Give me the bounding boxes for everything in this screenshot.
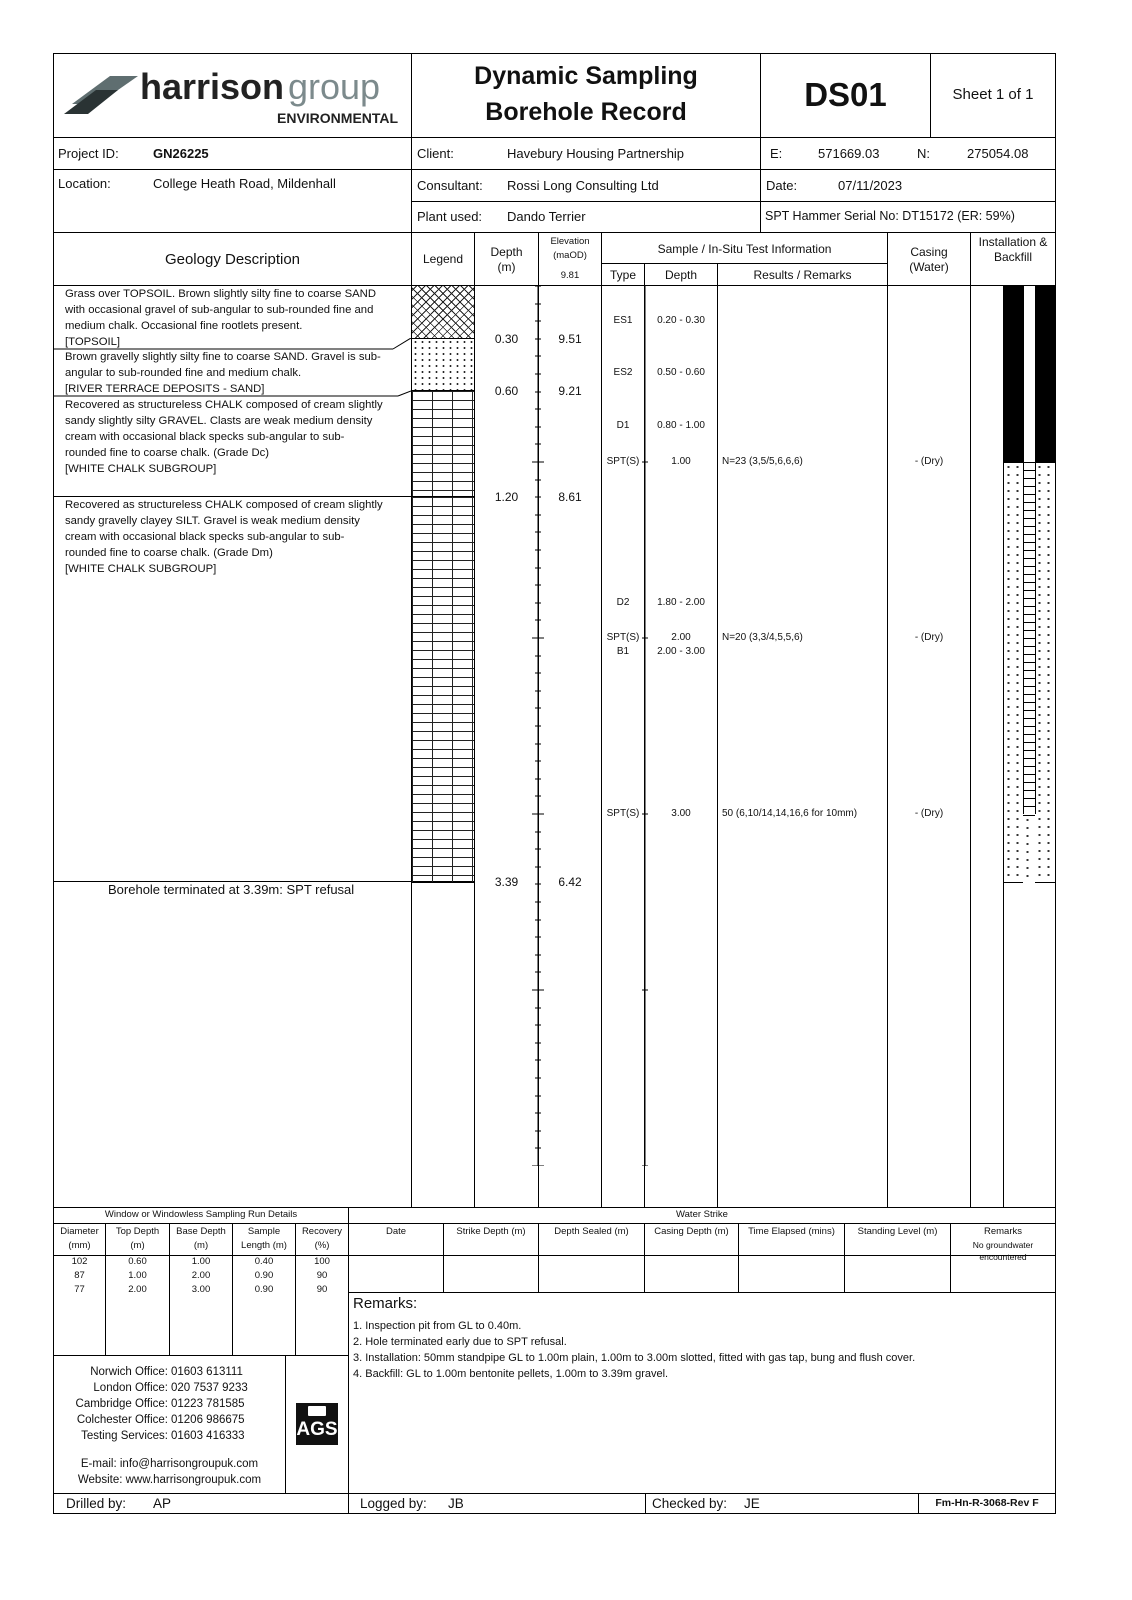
location-label: Location: [58, 176, 111, 191]
runs-cell: 77 [74, 1284, 85, 1295]
legend-chalk-silt [412, 496, 474, 883]
ground-level: 9.81 [560, 270, 580, 281]
bentonite-seal-right [1035, 286, 1055, 462]
office-name: Cambridge Office: [75, 1398, 168, 1410]
office-phone: 020 7537 9233 [171, 1382, 248, 1394]
easting-label: E: [770, 146, 783, 161]
office-phone: 01603 416333 [171, 1430, 245, 1442]
installation-header: Installation & [978, 235, 1048, 249]
remark-item: 2. Hole terminated early due to SPT refusal. [353, 1336, 567, 1348]
logged-label: Logged by: [360, 1496, 427, 1511]
runs-cell: 1.00 [128, 1270, 147, 1281]
runs-header: Sample [247, 1226, 281, 1237]
runs-header: (m) [130, 1240, 145, 1251]
sample-depth: 1.00 [671, 456, 691, 467]
water-header: Strike Depth (m) [456, 1226, 526, 1237]
sample-type: ES1 [613, 315, 633, 326]
installation-sub: Backfill [993, 250, 1032, 264]
hole-id: DS01 [804, 76, 887, 113]
sample-depth: 0.50 - 0.60 [657, 367, 705, 378]
contact-website: Website: www.harrisongroupuk.com [77, 1474, 262, 1486]
stratum-3-description: Recovered as structureless CHALK composed of cream slightly sandy slightly silty GRAVEL. Clasts are weak medium density cream with occasional black specks sub-angular to sub- rounded fine to coarse chalk. (Grade Dc) [WHITE CHALK SUBGROUP] [65, 399, 383, 475]
client-value: Havebury Housing Partnership [507, 146, 685, 161]
sample-type: ES2 [613, 367, 633, 378]
water-strike-title: Water Strike [676, 1209, 728, 1220]
company-logo [62, 66, 407, 130]
sample-type: SPT(S) [606, 632, 640, 643]
runs-header: (%) [314, 1240, 330, 1251]
contact-email: E-mail: info@harrisongroupuk.com [80, 1458, 259, 1470]
casing-header: Casing [910, 245, 948, 259]
legend-chalk-gravel [412, 390, 474, 497]
remark-item: 4. Backfill: GL to 1.00m bentonite pellets, 1.00m to 3.39m gravel. [353, 1368, 669, 1380]
easting-value: 571669.03 [818, 146, 880, 161]
sample-depth: 0.20 - 0.30 [657, 315, 705, 326]
runs-cell: 0.90 [254, 1270, 274, 1281]
water-remark-line2: encountered [979, 1252, 1027, 1262]
runs-cell: 90 [316, 1270, 328, 1281]
runs-cell: 0.60 [128, 1256, 147, 1267]
ags-label: AGS [296, 1419, 338, 1440]
depth-scale-ticks [530, 286, 546, 1166]
runs-cell: 90 [316, 1284, 328, 1295]
plant-label: Plant used: [417, 209, 483, 224]
stratum-2-depth: 0.60 [494, 384, 519, 398]
elevation-unit: (maOD) [553, 250, 587, 261]
sample-depth: 0.80 - 1.00 [657, 420, 705, 431]
stratum-2-elevation: 9.21 [558, 384, 582, 398]
drilled-label: Drilled by: [66, 1496, 127, 1511]
water-header: Depth Sealed (m) [554, 1226, 629, 1237]
office-phone: 01206 986675 [171, 1414, 245, 1426]
depth-header: Depth [490, 245, 523, 259]
remark-item: 3. Installation: 50mm standpipe GL to 1.00m plain, 1.00m to 3.00m slotted, fitted with gas tap, bung and flush cover. [353, 1352, 916, 1364]
bentonite-seal-left [1004, 286, 1023, 462]
gravel-backfill-base [1023, 815, 1035, 882]
runs-cell: 0.90 [254, 1284, 274, 1295]
stratum-4-elevation: 6.42 [558, 875, 582, 889]
remark-item: 1. Inspection pit from GL to 0.40m. [353, 1320, 522, 1332]
title-line2: Borehole Record [485, 98, 687, 126]
water-header: Time Elapsed (mins) [748, 1226, 835, 1237]
water-header: Casing Depth (m) [654, 1226, 729, 1237]
spt-hammer: SPT Hammer Serial No: DT15172 (ER: 59%) [765, 209, 1015, 223]
northing-value: 275054.08 [967, 146, 1029, 161]
date-value: 07/11/2023 [838, 178, 903, 193]
runs-header: Length (m) [241, 1240, 287, 1251]
standpipe-slotted [1023, 462, 1036, 814]
gravel-backfill-right [1035, 462, 1055, 883]
sample-depth-header: Depth [664, 268, 698, 282]
checked-label: Checked by: [652, 1496, 728, 1511]
gravel-backfill-left [1004, 462, 1023, 883]
runs-header: Recovery [301, 1226, 343, 1237]
casing-value: - (Dry) [914, 632, 944, 643]
runs-cell: 2.00 [191, 1270, 211, 1281]
stratum-4-depth: 3.39 [494, 875, 519, 889]
runs-cell: 1.00 [191, 1256, 211, 1267]
client-label: Client: [417, 146, 454, 161]
sheet-number: Sheet 1 of 1 [952, 86, 1034, 103]
runs-cell: 102 [71, 1256, 88, 1267]
runs-header: (m) [193, 1240, 209, 1251]
casing-value: - (Dry) [914, 456, 944, 467]
form-reference: Fm-Hn-R-3068-Rev F [935, 1497, 1039, 1509]
water-header: Date [385, 1226, 407, 1237]
depth-unit: (m) [497, 260, 516, 274]
runs-cell: 100 [314, 1256, 330, 1267]
remarks-title: Remarks: [353, 1295, 418, 1312]
disk-icon [308, 1406, 326, 1416]
sample-depth: 1.80 - 2.00 [657, 597, 705, 608]
sample-type: D2 [616, 597, 630, 608]
stratum-1-elevation: 9.51 [558, 332, 582, 346]
sample-result: N=20 (3,3/4,5,5,6) [722, 632, 803, 643]
casing-value: - (Dry) [914, 808, 944, 819]
project-id: GN26225 [153, 146, 209, 161]
sample-type: SPT(S) [606, 808, 640, 819]
legend-topsoil [412, 286, 474, 338]
sample-group-header: Sample / In-Situ Test Information [657, 242, 832, 256]
legend-header: Legend [422, 252, 464, 266]
sampling-runs-title: Window or Windowless Sampling Run Details [104, 1209, 298, 1220]
title-line1: Dynamic Sampling [474, 62, 698, 90]
runs-cell: 3.00 [191, 1284, 211, 1295]
stratum-boundary-1 [53, 338, 411, 358]
water-header: Remarks [983, 1226, 1022, 1237]
termination-text: Borehole terminated at 3.39m: SPT refusal [108, 882, 355, 897]
sample-result: N=23 (3,5/5,6,6,6) [722, 456, 803, 467]
logged-value: JB [448, 1496, 464, 1511]
sample-type: B1 [616, 646, 630, 657]
consultant-value: Rossi Long Consulting Ltd [507, 178, 659, 193]
stratum-3-depth: 1.20 [494, 490, 519, 504]
runs-header: Base Depth [176, 1226, 226, 1237]
plant-value: Dando Terrier [507, 209, 586, 224]
runs-header: Diameter [60, 1226, 99, 1237]
office-phone: 01223 781585 [171, 1398, 245, 1410]
sample-depth: 2.00 [671, 632, 691, 643]
stratum-boundary-2 [53, 386, 411, 400]
stratum-2-description: Brown gravelly slightly silty fine to coarse SAND. Gravel is sub- angular to sub-rounded fine and medium chalk. [RIVER TERRACE DEPOSITS - SAND] [65, 351, 381, 395]
logo-sub-text: ENVIRONMENTAL [277, 110, 399, 126]
checked-value: JE [744, 1496, 760, 1511]
runs-header: (mm) [68, 1240, 91, 1251]
runs-cell: 87 [74, 1270, 85, 1281]
stratum-1-depth: 0.30 [494, 332, 519, 346]
casing-sub: (Water) [909, 260, 949, 274]
logo-mark-icon [62, 70, 142, 120]
type-header: Type [609, 268, 636, 282]
northing-label: N: [917, 146, 930, 161]
office-phone: 01603 613111 [171, 1366, 243, 1378]
logo-main-text: harrison [140, 66, 285, 107]
elevation-header: Elevation [550, 236, 590, 247]
office-name: Norwich Office: [90, 1366, 168, 1378]
runs-cell: 0.40 [254, 1256, 274, 1267]
date-label: Date: [766, 178, 798, 193]
sample-depth-scale [640, 286, 650, 1166]
geology-header: Geology Description [164, 251, 301, 268]
office-name: Testing Services: [81, 1430, 168, 1442]
runs-header: Top Depth [115, 1226, 160, 1237]
standpipe-plain [1023, 286, 1036, 462]
project-label: Project ID: [58, 146, 119, 161]
results-header: Results / Remarks [753, 268, 852, 282]
office-name: Colchester Office: [76, 1414, 168, 1426]
logo-accent-text: group [288, 66, 381, 107]
water-header: Standing Level (m) [857, 1226, 938, 1237]
runs-cell: 2.00 [128, 1284, 147, 1295]
location-value: College Heath Road, Mildenhall [153, 176, 336, 191]
sample-type: D1 [616, 420, 630, 431]
stratum-1-description: Grass over TOPSOIL. Brown slightly silty fine to coarse SAND with occasional gravel of sub-angular to sub-rounded fine and medium chalk. Occasional fine rootlets present. [TOPSOIL] [65, 288, 376, 348]
sample-depth: 3.00 [671, 808, 691, 819]
stratum-4-description: Recovered as structureless CHALK composed of cream slightly sandy gravelly clayey SILT. Gravel is weak medium density cream with occasional black specks sub-angular to sub- rounded fine to coarse chalk. (Grade Dm) [WHITE CHALK SUBGROUP] [65, 499, 383, 575]
stratum-3-elevation: 8.61 [558, 490, 582, 504]
sample-type: SPT(S) [606, 456, 640, 467]
office-name: London Office: [93, 1382, 168, 1394]
consultant-label: Consultant: [417, 178, 483, 193]
drilled-value: AP [153, 1496, 172, 1511]
ags-logo [296, 1403, 338, 1445]
legend-sand [412, 338, 474, 391]
sample-result: 50 (6,10/14,14,16,6 for 10mm) [722, 808, 858, 819]
water-remark-line1: No groundwater [972, 1240, 1034, 1250]
sample-depth: 2.00 - 3.00 [657, 646, 705, 657]
